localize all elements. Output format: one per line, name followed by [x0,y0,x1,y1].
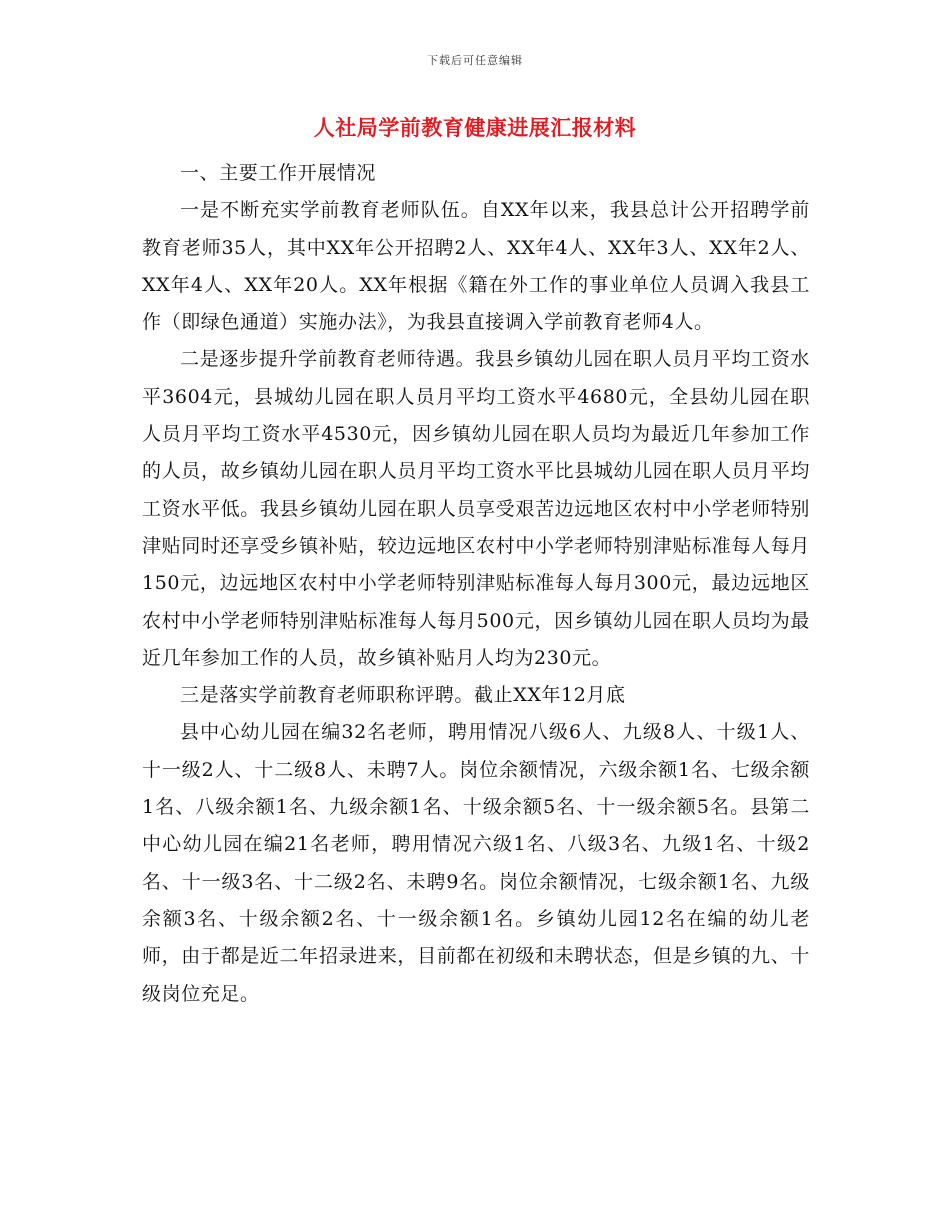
paragraph-teacher-recruitment: 一是不断充实学前教育老师队伍。自XX年以来，我县总计公开招聘学前教育老师35人，其中XX年公开招聘2人、XX年4人、XX年3人、XX年2人、XX年4人、XX年20人。XX年根据《籍在外工作的事业单位人员调入我县工作（即绿色通道）实施办法》，为我县直接调入学前教育老师4人。 [142,199,810,334]
document-body [142,155,810,1013]
document-title: 人社局学前教育健康进展汇报材料 [313,116,637,140]
paragraph-teacher-salary: 二是逐步提升学前教育老师待遇。我县乡镇幼儿园在职人员月平均工资水平3604元，县城幼儿园在职人员月平均工资水平4680元，全县幼儿园在职人员月平均工资水平4530元，因乡镇幼儿园在职人员均为最近几年参加工作的人员，故乡镇幼儿园在职人员月平均工资水平比县城幼儿园在职人员月平均工资水平低。我县乡镇幼儿园在职人员享受艰苦边远地区农村中小学老师特别津贴同时还享受乡镇补贴，较边远地区农村中小学老师特别津贴标准每人每月150元，边远地区农村中小学老师特别津贴标准每人每月300元，最边远地区农村中小学老师特别津贴标准每人每月500元，因乡镇幼儿园在职人员均为最近几年参加工作的人员，故乡镇补贴月人均为230元。 [142,348,810,669]
paragraph-kindergarten-staffing: 县中心幼儿园在编32名老师，聘用情况八级6人、九级8人、十级1人、十一级2人、十二级8人、未聘7人。岗位余额情况，六级余额1名、七级余额1名、八级余额1名、九级余额1名、十级余额5名、十一级余额5名。县第二中心幼儿园在编21名老师，聘用情况六级1名、八级3名、九级1名、十级2名、十一级3名、十二级2名、未聘9名。岗位余额情况，七级余额1名、九级余额3名、十级余额2名、十一级余额1名。乡镇幼儿园12名在编的幼儿老师，由于都是近二年招录进来，目前都在初级和未聘状态，但是乡镇的九、十级岗位充足。 [142,721,810,1005]
section-heading: 一、主要工作开展情况 [180,162,377,184]
paragraph-title-evaluation: 三是落实学前教育老师职称评聘。截止XX年12月底 [180,684,626,707]
header-note: 下载后可任意编辑 [427,54,523,67]
